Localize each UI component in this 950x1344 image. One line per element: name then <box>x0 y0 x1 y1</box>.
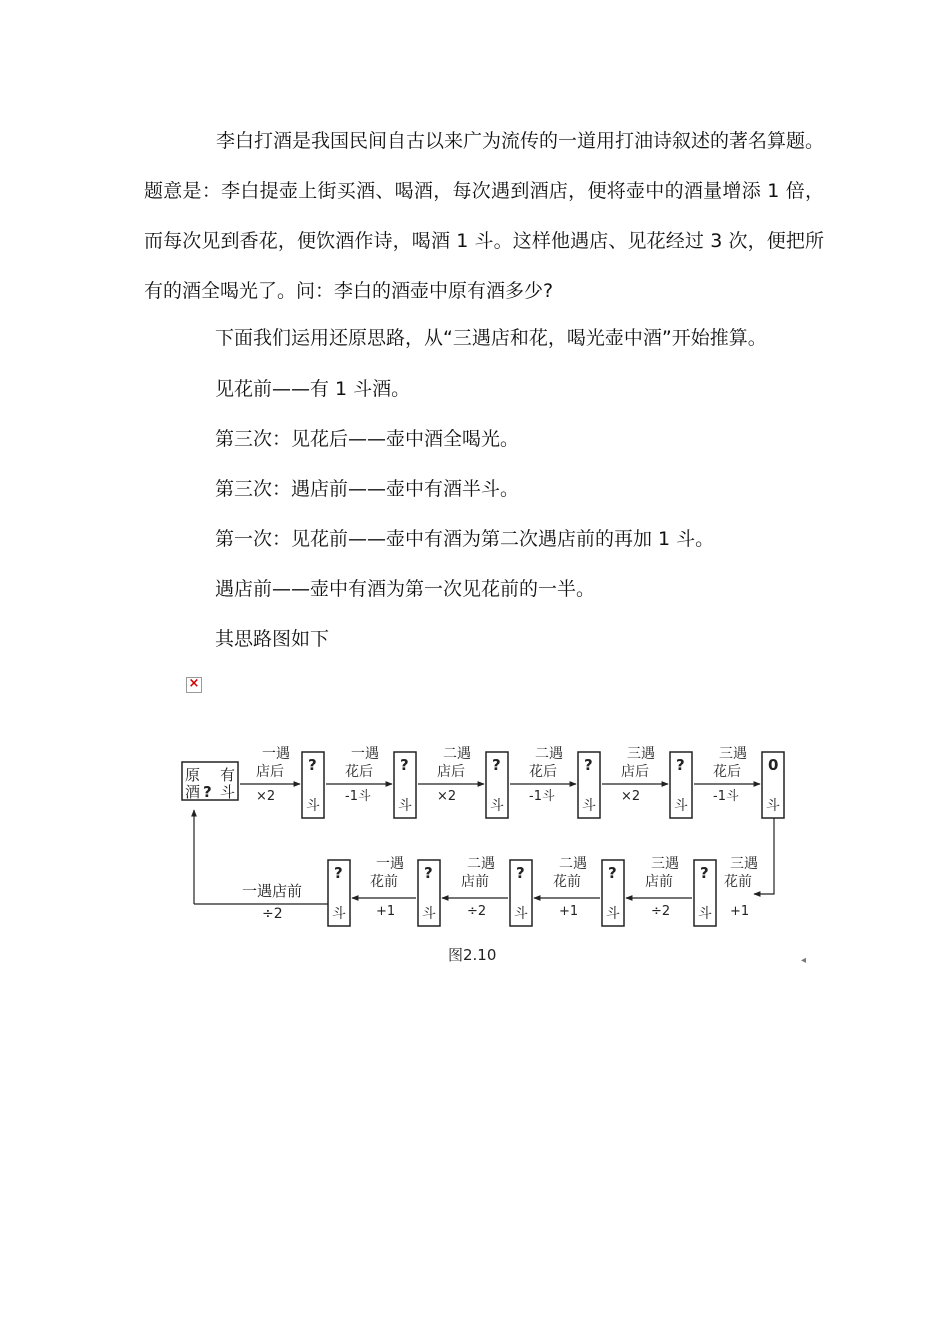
diagram-intro-line: 其思路图如下 <box>215 628 330 650</box>
value-box-top: ? <box>334 864 343 882</box>
step-operation: ×2 <box>256 789 276 804</box>
step-yu: 遇 <box>365 746 379 762</box>
step-event: 花后 <box>529 764 557 780</box>
broken-image-icon: × <box>186 677 202 693</box>
value-box-top: ? <box>700 864 709 882</box>
step-yu: 遇 <box>390 856 404 872</box>
start-box-question: ? <box>203 783 212 801</box>
step-yu: 遇 <box>481 856 495 872</box>
step-operation: ÷2 <box>651 904 671 919</box>
value-box-top: ? <box>584 756 593 774</box>
value-box-top: ? <box>492 756 501 774</box>
step-yu: 遇 <box>665 856 679 872</box>
step-line-5: 遇店前——壶中有酒为第一次见花前的一半。 <box>215 578 596 600</box>
step-operation: -1斗 <box>529 789 555 804</box>
value-box-unit: 斗 <box>514 906 528 922</box>
step-number: 二 <box>443 746 457 762</box>
step-event: 花前 <box>370 874 398 890</box>
step-yu: 遇 <box>641 746 655 762</box>
figure-caption: 图2.10 <box>448 946 497 964</box>
reasoning-flow-diagram <box>170 738 810 974</box>
step-operation: +1 <box>376 904 396 919</box>
value-box-unit: 斗 <box>698 906 712 922</box>
step-operation: -1斗 <box>713 789 739 804</box>
step-number: 三 <box>627 746 641 762</box>
value-box-unit: 斗 <box>490 798 504 814</box>
step-event: 花前 <box>553 874 581 890</box>
step-line-3: 第三次：遇店前——壶中有酒半斗。 <box>215 478 520 500</box>
step-yu: 遇 <box>573 856 587 872</box>
step-yu: 遇 <box>733 746 747 762</box>
value-box-unit: 斗 <box>398 798 412 814</box>
step-event: 店后 <box>621 764 649 780</box>
step-operation: +1 <box>559 904 579 919</box>
value-box-top: ? <box>516 864 525 882</box>
value-box-top: ? <box>608 864 617 882</box>
step-yu: 遇 <box>744 856 758 872</box>
step-operation: ×2 <box>437 789 457 804</box>
step-number: 一 <box>376 856 390 872</box>
step-operation: +1 <box>730 904 750 919</box>
start-box-text: 酒 <box>185 783 201 801</box>
step-number: 一 <box>351 746 365 762</box>
method-line: 下面我们运用还原思路，从“三遇店和花，喝光壶中酒”开始推算。 <box>215 327 767 349</box>
step-event: 店后 <box>256 764 284 780</box>
step-yu: 遇 <box>549 746 563 762</box>
step-operation: ×2 <box>621 789 641 804</box>
value-box-unit: 斗 <box>766 798 780 814</box>
step-operation: -1斗 <box>345 789 371 804</box>
value-box-top: ? <box>400 756 409 774</box>
step-event: 店前 <box>461 874 489 890</box>
step-yu: 遇 <box>457 746 471 762</box>
final-step-op: ÷2 <box>262 906 283 922</box>
start-box-text: 有 <box>220 766 236 784</box>
value-box-top: 0 <box>768 756 779 774</box>
step-event: 店前 <box>645 874 673 890</box>
value-box-unit: 斗 <box>332 906 346 922</box>
step-number: 二 <box>559 856 573 872</box>
value-box-unit: 斗 <box>582 798 596 814</box>
step-line-4: 第一次：见花前——壶中有酒为第二次遇店前的再加 1 斗。 <box>215 528 715 550</box>
start-box <box>182 762 238 801</box>
step-line-2: 第三次：见花后——壶中酒全喝光。 <box>215 428 520 450</box>
step-number: 一 <box>262 746 276 762</box>
start-box-text: 斗 <box>220 783 236 801</box>
step-number: 三 <box>651 856 665 872</box>
value-box-top: ? <box>308 756 317 774</box>
step-number: 三 <box>719 746 733 762</box>
start-box-text: 原 <box>185 766 201 784</box>
step-event: 花前 <box>724 874 752 890</box>
final-step-label: 一遇店前 <box>242 882 303 900</box>
step-number: 二 <box>535 746 549 762</box>
value-box-top: ? <box>676 756 685 774</box>
value-box-unit: 斗 <box>606 906 620 922</box>
value-box-unit: 斗 <box>306 798 320 814</box>
value-box-top: ? <box>424 864 433 882</box>
step-event: 花后 <box>345 764 373 780</box>
step-event: 花后 <box>713 764 741 780</box>
value-box-unit: 斗 <box>422 906 436 922</box>
step-number: 三 <box>730 856 744 872</box>
step-number: 二 <box>467 856 481 872</box>
stray-mark: ◂ <box>801 955 807 966</box>
step-event: 店后 <box>437 764 465 780</box>
step-yu: 遇 <box>276 746 290 762</box>
step-line-1: 见花前——有 1 斗酒。 <box>215 378 411 400</box>
value-box-unit: 斗 <box>674 798 688 814</box>
intro-paragraph: 李白打酒是我国民间自古以来广为流传的一道用打油诗叙述的著名算题。题意是：李白提壶上街买酒、喝酒，每次遇到酒店，便将壶中的酒量增添 1 倍，而每次见到香花，便饮酒作诗，喝酒 1 斗。这样他遇店、见花经过 3 次，便把所有的酒全喝光了。问：李白的酒壶中原有酒多少? <box>144 130 825 302</box>
step-operation: ÷2 <box>467 904 487 919</box>
